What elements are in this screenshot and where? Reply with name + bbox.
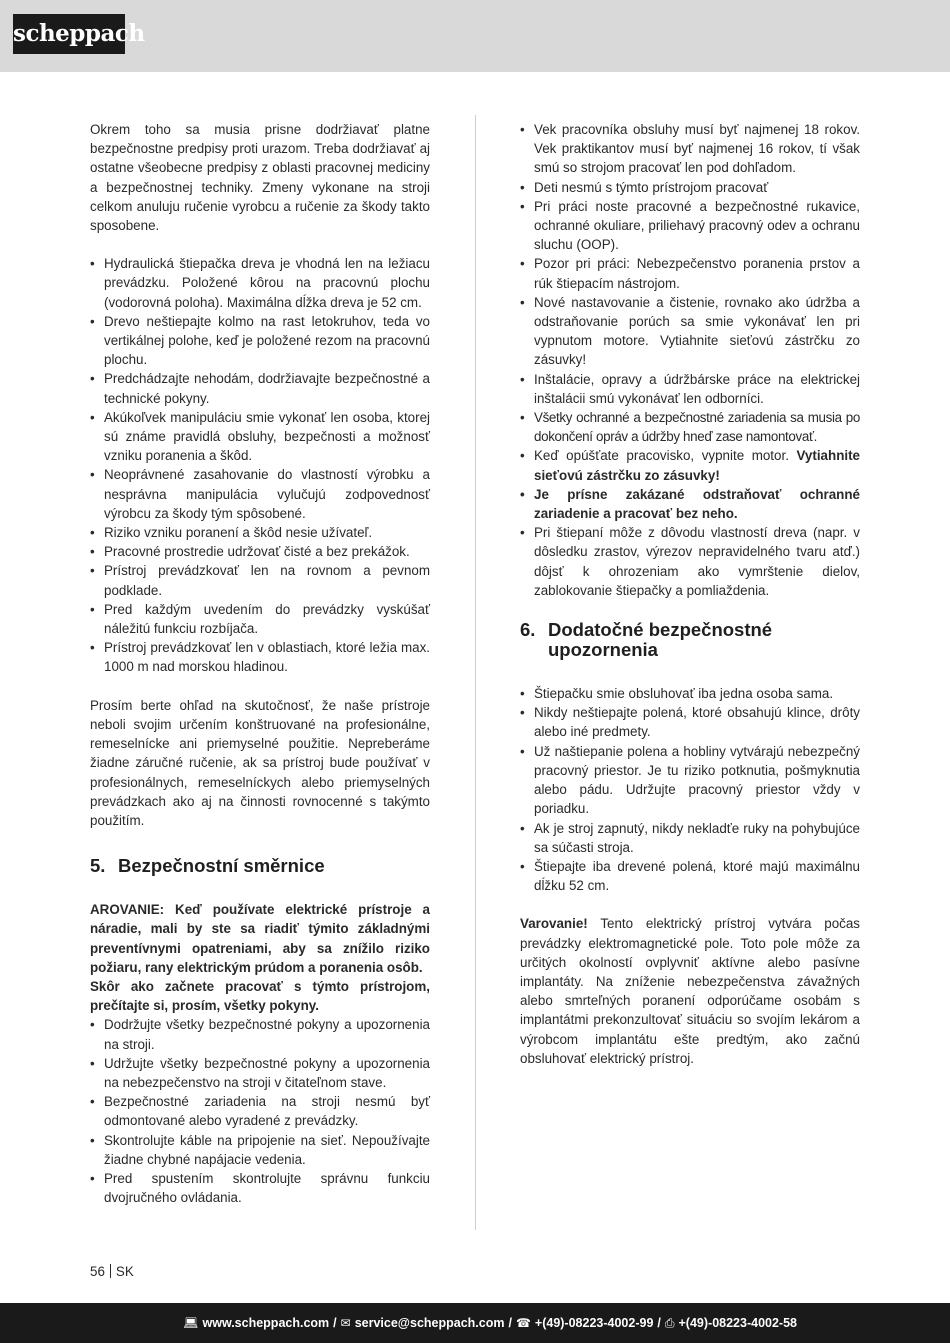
list-item: • Pri štiepaní môže z dôvodu vlastností dreva (napr. v dôsledku zrastov, výrezov nepravidelného tvaru atď.) dôjsť k ohrozeniam ako vymrštenie dielov, zablokovanie štiepačky a pomliaždenia. [520,523,860,600]
list-item: • Už naštiepanie polena a hobliny vytvárajú nebezpečný pracovný priestor. Je tu riziko potknutia, pošmyknutia alebo pádu. Udržujte pracovný priestor vždy v poriadku. [520,742,860,819]
footer-website-link[interactable]: www.scheppach.com [202,1316,330,1330]
list-item: • Hydraulická štiepačka dreva je vhodná len na ležiacu prevádzku. Položené kôrou na pracovnú plochu (vodorovná poloha). Maximálna dĺžka dreva je 52 cm. [90,254,430,312]
page-number-value: 56 [90,1264,105,1279]
professional-use-paragraph: Prosím berte ohľad na skutočnosť, že naše prístroje neboli svojim určením konštruované na profesionálne, remeselnícke ani priemyselné použitie. Nepreberáme žiadne záručné ručenie, ak sa prístroj bude používať v profesionálnych, remeselníckych alebo priemyselných prevádzkach ako aj na činnosti rovnocenné s takýmto použitím. [90,697,430,828]
list-item: • Pred spustením skontrolujte správnu funkciu dvojručného ovládania. [90,1169,430,1207]
list-item: • Pri práci noste pracovné a bezpečnostné rukavice, ochranné okuliare, priliehavý pracovný odev a ochranu sluchu (OOP). [520,197,860,255]
header-band [0,0,950,72]
list-item: • Štiepajte iba drevené polená, ktoré majú maximálnu dĺžku 52 cm. [520,857,860,895]
list-item: • Štiepačku smie obsluhovať iba jedna osoba sama. [520,684,860,703]
safety-list-1 [90,254,430,676]
list-item: • Nikdy neštiepajte polená, ktoré obsahujú klince, drôty alebo iné predmety. [520,703,860,741]
emf-warning-paragraph [520,914,860,1068]
list-item: • Dodržujte všetky bezpečnostné pokyny a upozornenia na stroji. [90,1015,430,1053]
phone-icon: ☎︎ [515,1316,531,1330]
list-item: • Je prísne zakázané odstraňovať ochranné zariadenie a pracovať bez neho. [520,485,860,523]
list-item: • Všetky ochranné a bezpečnostné zariadenia sa musia po dokončení opráv a údržby hneď zase namontovať. [520,408,860,446]
footer-phone: +(49)-08223-4002-99 [534,1316,654,1330]
section-5-heading [90,856,430,876]
list-item: • Prístroj prevádzkovať len v oblastiach, ktoré ležia max. 1000 m nad morskou hladinou. [90,638,430,676]
list-item: • Vek pracovníka obsluhy musí byť najmenej 18 rokov. Vek praktikantov musí byť najmenej 16 rokov, tí však smú so strojom pracovať len pod dohľadom. [520,120,860,178]
page-number [90,1264,134,1279]
footer-bar: 💻︎ www.scheppach.com / ✉︎ service@scheppach.com / ☎︎ +(49)-08223-4002-99 / ⎙ +(49)-08223-4002-58 [0,1303,950,1343]
list-item: • Deti nesmú s týmto prístrojom pracovať [520,178,860,197]
list-item: • Predchádzajte nehodám, dodržiavajte bezpečnostné a technické pokyny. [90,369,430,407]
page-language: SK [115,1264,134,1279]
warning-paragraph: AROVANIE: Keď používate elektrické prístroje a náradie, mali by ste sa riadiť týmito základnými preventívnymi opatreniami, aby sa znížilo riziko požiaru, rany elektrickým prúdom a poranenia osôb. [90,902,430,975]
intro-paragraph: Okrem toho sa musia prisne dodržiavať platne bezpečnostne predpisy proti urazom. Treba dodržiavať aj ostatne všeobecne predpisy z oblasti pracovnej mediciny a bezpečnostnej techniky. Zmeny vykonane na stroji celkom anuluju ručenie vyrobcu a ručenie za škody takto sposobene. [90,122,430,234]
list-item: • Akúkoľvek manipuláciu smie vykonať len osoba, ktorej sú známe pravidlá obsluhy, bezpečnosti a možnosť vzniku poranenia a škôd. [90,408,430,466]
section-6-heading [520,620,860,660]
list-item: • Pred každým uvedením do prevádzky vyskúšať náležitú funkciu rozbíjača. [90,600,430,638]
list-item: • Skontrolujte káble na pripojenie na sieť. Nepoužívajte žiadne chybné napájacie vedenia. [90,1131,430,1169]
footer-fax: +(49)-08223-4002-58 [678,1316,797,1330]
list-item: • Pozor pri práci: Nebezpečenstvo poranenia prstov a rúk štiepacím nástrojom. [520,254,860,292]
list-item: • Ak je stroj zapnutý, nikdy nekladťe ruky na pohybujúce sa súčasti stroja. [520,819,860,857]
list-item: • Pracovné prostredie udržovať čisté a bez prekážok. [90,542,430,561]
section-6-number: 6. [520,619,536,641]
column-divider [475,115,476,1230]
list-item: • Udržujte všetky bezpečnostné pokyny a upozornenia na nebezpečenstvo na stroji v čitateľnom stave. [90,1054,430,1092]
plugout-bold-text: Vytiahnite sieťovú zástrčku zo zásuvky! [534,448,860,483]
plugout-text: Keď opúšťate pracovisko, vypnite motor. [534,448,789,464]
list-item: • Riziko vzniku poranení a škôd nesie užívateľ. [90,523,430,542]
read-instructions-paragraph: Skôr ako začnete pracovať s týmto prístrojom, prečítajte si, prosím, všetky pokyny. [90,978,430,1014]
list-item: • Prístroj prevádzkovať len na rovnom a pevnom podklade. [90,561,430,599]
list-item: • Nové nastavovanie a čistenie, rovnako ako údržba a odstraňovanie porúch sa smie vykonávať len pri vypnutom motore. Vytiahnite sieťovú zástrčku zo zásuvky! [520,293,860,370]
safety-list-2 [90,1015,430,1207]
fax-icon: ⎙ [664,1315,675,1330]
footer-email-link[interactable]: service@scheppach.com [354,1316,505,1330]
right-column [520,120,860,1068]
section-5-title: Bezpečnostní směrnice [118,855,325,877]
safety-list-4 [520,684,860,895]
safety-list-3 [520,120,860,600]
section-5-number: 5. [90,855,106,877]
warning-text: Tento elektrický prístroj vytvára počas prevádzky elektromagnetické pole. Toto pole môže za určitých okolností ovplyvniť aktívne alebo pasívne implantáty. Na zníženie nebezpečenstva závažných alebo smrteľných poranení odporúčame osobám s implantátmi prekonzultovať situáciu so svojím lekárom a výrobcom implantátu ešte predtým, ako začnú obsluhovať elektrický prístroj. [520,916,860,1066]
list-item: • Neoprávnené zasahovanie do vlastností výrobku a nesprávna manipulácia vylučujú zodpovednosť výrobcu za škody tým spôsobené. [90,465,430,523]
section-6-title: Dodatočné bezpečnostné upozornenia [548,619,773,661]
list-item: • Inštalácie, opravy a údržbárske práce na elektrickej inštalácii smú vykonávať len odborníci. [520,370,860,408]
list-item [520,446,860,484]
list-item: • Bezpečnostné zariadenia na stroji nesmú byť odmontované alebo vyradené z prevádzky. [90,1092,430,1130]
warning-label: Varovanie! [520,916,588,932]
mail-icon: ✉︎ [340,1316,351,1330]
left-column [90,120,430,1207]
scheppach-logo[interactable]: scheppach [13,14,125,54]
laptop-icon: 💻︎ [183,1316,199,1330]
list-item: • Drevo neštiepajte kolmo na rast letokruhov, teda vo vertikálnej polohe, keď je položené rezom na pracovnú plochu. [90,312,430,370]
